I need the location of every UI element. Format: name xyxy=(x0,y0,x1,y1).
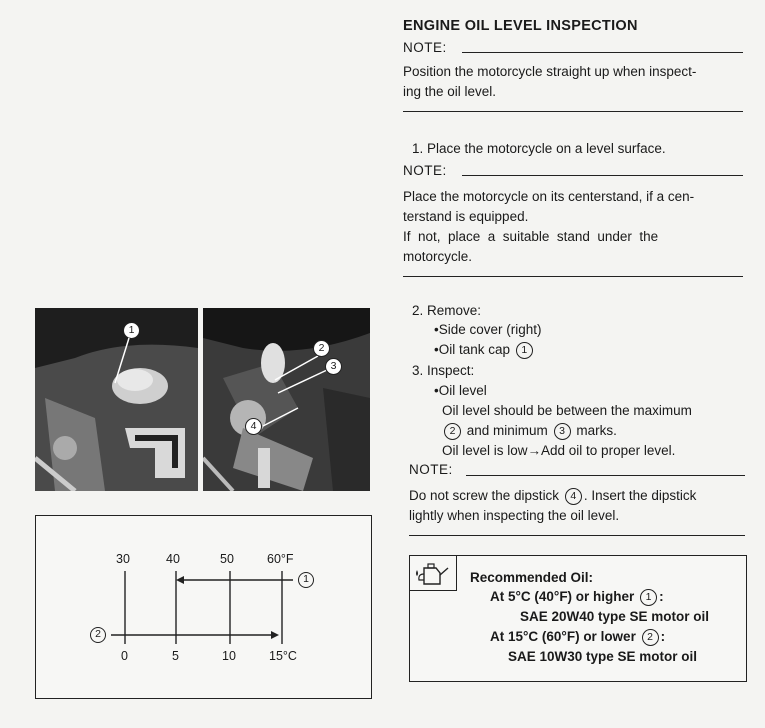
note-label-3: NOTE: xyxy=(409,462,453,477)
oil-line-3: At 15°C (60°F) or lower xyxy=(490,629,636,644)
oil-line-1: At 5°C (40°F) or higher xyxy=(490,589,635,604)
oil-can-icon-frame xyxy=(410,556,457,591)
divider-2 xyxy=(403,276,743,277)
oil-temperature-chart xyxy=(36,516,371,698)
note-1-line-1: Position the motorcycle straight up when inspect- xyxy=(403,64,697,79)
step-3-line-2-mid: and minimum xyxy=(466,423,548,438)
photo-oil-tank-cap xyxy=(35,308,198,491)
oil-line-1-row: At 5°C (40°F) or higher 1 : xyxy=(490,589,664,604)
note-label-2: NOTE: xyxy=(403,163,447,178)
step-2-item-1: •Side cover (right) xyxy=(434,322,542,337)
recommended-oil-box xyxy=(409,555,747,682)
step-3-line-2-row xyxy=(442,421,617,441)
oil-line-3-row: At 15°C (60°F) or lower 2 : xyxy=(490,629,666,644)
note-2-line-1: Place the motorcycle on its centerstand, if a cen- xyxy=(403,189,695,204)
note-label-1: NOTE: xyxy=(403,40,447,55)
marker-1-label: 1 xyxy=(303,573,309,585)
step-3-line-2-end: marks. xyxy=(576,423,617,438)
note-line-3 xyxy=(466,475,745,476)
bottom-label-0: 0 xyxy=(121,649,128,663)
note-2-line-3: If not, place a suitable stand under the xyxy=(403,229,659,244)
bottom-label-10: 10 xyxy=(222,649,236,663)
step-3-item-1: •Oil level xyxy=(434,383,487,398)
oil-callout-2: 2 xyxy=(642,629,659,646)
callout-leaders xyxy=(203,308,370,491)
step-1-text: 1. Place the motorcycle on a level surface. xyxy=(412,141,666,156)
photo-dipstick xyxy=(203,308,370,491)
top-label-40: 40 xyxy=(166,552,180,566)
arrow-1-head xyxy=(176,576,184,584)
oil-can-icon xyxy=(410,556,456,590)
step-3-label: 3. Inspect: xyxy=(412,363,475,378)
callout-1-photo: 1 xyxy=(123,322,140,339)
note-3-line-1-row xyxy=(409,486,696,506)
callout-2-text: 2 xyxy=(444,423,461,440)
step-2-item-2-row xyxy=(434,340,535,360)
step-2-label: 2. Remove: xyxy=(412,303,482,318)
callout-3-text: 3 xyxy=(554,423,571,440)
bottom-label-15c: 15°C xyxy=(269,649,297,663)
callout-4-text: 4 xyxy=(565,488,582,505)
divider-3 xyxy=(409,535,745,536)
note-line-1 xyxy=(462,52,743,53)
oil-temperature-diagram xyxy=(35,515,372,699)
marker-2-label: 2 xyxy=(95,628,101,640)
oil-line-4: SAE 10W30 type SE motor oil xyxy=(508,649,698,664)
top-label-50: 50 xyxy=(220,552,234,566)
callout-1-text: 1 xyxy=(516,342,533,359)
callout-3-photo: 3 xyxy=(325,358,342,375)
note-1-line-2: ing the oil level. xyxy=(403,84,497,99)
note-3-line-2: lightly when inspecting the oil level. xyxy=(409,508,620,523)
note-line-2 xyxy=(462,175,743,176)
step-3-line-1: Oil level should be between the maximum xyxy=(442,403,692,418)
note-3-line-1a: Do not screw the dipstick xyxy=(409,488,560,503)
note-2-line-4: motorcycle. xyxy=(403,249,473,264)
callout-1-leader xyxy=(35,308,198,491)
callout-4-photo: 4 xyxy=(245,418,262,435)
page-title: ENGINE OIL LEVEL INSPECTION xyxy=(403,18,638,34)
top-label-60f: 60°F xyxy=(267,552,294,566)
oil-line-2: SAE 20W40 type SE motor oil xyxy=(520,609,710,624)
note-3-line-1b: . Insert the dipstick xyxy=(583,488,697,503)
oil-callout-1: 1 xyxy=(640,589,657,606)
note-2-line-2: terstand is equipped. xyxy=(403,209,529,224)
arrow-2-head xyxy=(271,631,279,639)
callout-2-photo: 2 xyxy=(313,340,330,357)
step-3-line-3: Oil level is low→Add oil to proper level. xyxy=(442,443,676,458)
bottom-label-5: 5 xyxy=(172,649,179,663)
divider-1 xyxy=(403,111,743,112)
top-label-30: 30 xyxy=(116,552,130,566)
oil-heading: Recommended Oil: xyxy=(470,570,594,585)
step-2-item-2: •Oil tank cap xyxy=(434,342,511,357)
